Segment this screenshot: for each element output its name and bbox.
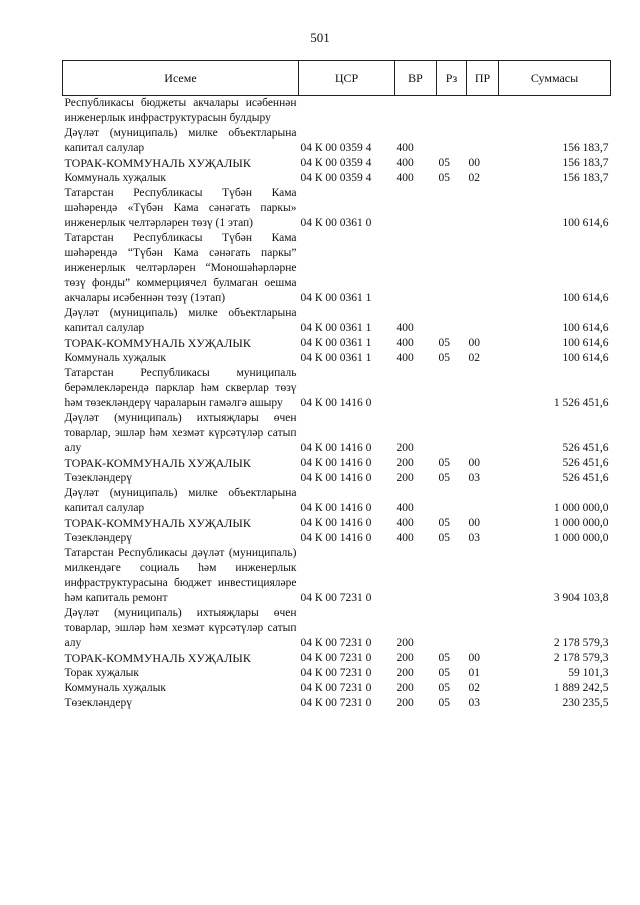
cell-csr: 04 К 00 1416 0: [300, 502, 372, 514]
cell-csr: 04 К 00 7231 0: [300, 682, 372, 694]
cell-amount: 526 451,6: [562, 457, 609, 469]
cell-pr: 03: [468, 697, 480, 709]
cell-amount: 2 178 579,3: [553, 652, 609, 664]
table-row: [63, 531, 611, 546]
cell-vr: 200: [396, 457, 414, 469]
cell-vr: [395, 96, 437, 127]
cell-rz: 05: [438, 697, 450, 709]
cell-csr: 04 К 00 0361 1: [300, 322, 372, 334]
cell-csr: 04 К 00 7231 0: [300, 637, 372, 649]
table-row: [63, 486, 611, 516]
cell-vr: 400: [396, 172, 414, 184]
column-header-rz: Рз: [437, 61, 467, 96]
cell-vr: 400: [396, 322, 414, 334]
cell-csr: 04 К 00 7231 0: [300, 667, 372, 679]
cell-name: Татарстан Республикасы муниципаль берәмлекләрендә парклар һәм скверлар төзү һәм төзекләндерү чараларын гамәлгә ашыру: [64, 367, 297, 409]
cell-pr: [467, 486, 499, 516]
cell-csr: 04 К 00 0359 4: [300, 142, 372, 154]
table-row: [63, 351, 611, 366]
cell-rz: [437, 96, 467, 127]
cell-pr: 03: [468, 532, 480, 544]
table-row: [63, 156, 611, 171]
cell-vr: 400: [396, 532, 414, 544]
cell-vr: 400: [396, 502, 414, 514]
cell-name: Дәүләт (муниципаль) милке объектларына капитал салулар: [64, 307, 297, 334]
cell-csr: 04 К 00 0359 4: [300, 157, 372, 169]
cell-name: Дәүләт (муниципаль) милке объектларына капитал салулар: [64, 487, 297, 514]
table-row: [63, 231, 611, 306]
cell-amount: 156 183,7: [562, 172, 609, 184]
cell-pr: [467, 126, 499, 156]
cell-amount: 100 614,6: [562, 352, 609, 364]
cell-vr: 400: [396, 142, 414, 154]
cell-amount: 100 614,6: [562, 322, 609, 334]
cell-amount: 100 614,6: [562, 337, 609, 349]
cell-name: Торак хуҗалык: [64, 667, 139, 679]
table-row: [63, 96, 611, 127]
cell-amount: 1 000 000,0: [553, 502, 609, 514]
cell-rz: [437, 231, 467, 306]
cell-amount: 1 889 242,5: [553, 682, 609, 694]
cell-csr: 04 К 00 7231 0: [300, 697, 372, 709]
cell-amount: 526 451,6: [562, 442, 609, 454]
cell-name: ТОРАК-КОММУНАЛЬ ХУҖАЛЫК: [64, 516, 251, 530]
page-number: 501: [310, 30, 330, 45]
cell-name: Дәүләт (муниципаль) ихтыяҗлары өчен товарлар, эшләр һәм хезмәт күрсәтүләр сатып алу: [64, 412, 297, 454]
table-row: [63, 171, 611, 186]
cell-name: ТОРАК-КОММУНАЛЬ ХУҖАЛЫК: [64, 336, 251, 350]
cell-name: Республикасы бюджеты акчалары исәбеннән инженерлык инфраструктурасын булдыру: [64, 97, 297, 124]
cell-amount: 59 101,3: [568, 667, 609, 679]
cell-vr: 200: [396, 442, 414, 454]
table-row: [63, 516, 611, 531]
cell-rz: 05: [438, 172, 450, 184]
cell-amount: 2 178 579,3: [553, 637, 609, 649]
cell-amount: 100 614,6: [562, 292, 609, 304]
cell-csr: 04 К 00 0361 0: [300, 217, 372, 229]
cell-amount: 1 000 000,0: [553, 532, 609, 544]
cell-csr: 04 К 00 1416 0: [300, 397, 372, 409]
cell-name: ТОРАК-КОММУНАЛЬ ХУҖАЛЫК: [64, 651, 251, 665]
cell-vr: 400: [396, 157, 414, 169]
cell-vr: 200: [396, 637, 414, 649]
cell-csr: 04 К 00 1416 0: [300, 442, 372, 454]
cell-rz: 05: [438, 472, 450, 484]
cell-vr: 400: [396, 337, 414, 349]
cell-pr: [467, 606, 499, 651]
table-row: [63, 366, 611, 411]
table-row: [63, 651, 611, 666]
cell-rz: 05: [438, 667, 450, 679]
table-row: [63, 606, 611, 651]
cell-rz: 05: [438, 352, 450, 364]
cell-name: Дәүләт (муниципаль) милке объектларына капитал салулар: [64, 127, 297, 154]
cell-pr: 02: [468, 172, 480, 184]
cell-amount: 156 183,7: [562, 157, 609, 169]
cell-pr: 01: [468, 667, 480, 679]
cell-vr: 200: [396, 697, 414, 709]
table-row: [63, 666, 611, 681]
cell-csr: 04 К 00 0361 1: [300, 352, 372, 364]
cell-pr: [467, 546, 499, 606]
table-row: [63, 696, 611, 711]
cell-pr: 00: [468, 652, 480, 664]
cell-vr: 400: [396, 517, 414, 529]
cell-vr: 200: [396, 667, 414, 679]
cell-name: ТОРАК-КОММУНАЛЬ ХУҖАЛЫК: [64, 156, 251, 170]
cell-amount: 100 614,6: [562, 217, 609, 229]
table-header-row: [63, 61, 611, 96]
cell-pr: 02: [468, 682, 480, 694]
cell-amount: 230 235,5: [562, 697, 609, 709]
table-body: [63, 96, 611, 712]
cell-vr: [395, 546, 437, 606]
cell-name: Коммуналь хуҗалык: [64, 172, 166, 184]
cell-name: Татарстан Республикасы дәүләт (муниципаль) милкендәге социаль һәм инженерлык инфраструктурасына бюджет инвестицияләре һәм капиталь ремонт: [64, 547, 297, 604]
cell-pr: [467, 186, 499, 231]
cell-csr: 04 К 00 1416 0: [300, 517, 372, 529]
cell-rz: [437, 306, 467, 336]
cell-amount: 526 451,6: [562, 472, 609, 484]
cell-rz: [437, 546, 467, 606]
cell-pr: [467, 96, 499, 127]
cell-vr: [395, 186, 437, 231]
cell-pr: 00: [468, 337, 480, 349]
cell-rz: 05: [438, 517, 450, 529]
cell-amount: [499, 96, 611, 127]
column-header-vr: ВР: [395, 61, 437, 96]
cell-name: Төзекләндерү: [64, 472, 132, 484]
cell-rz: [437, 126, 467, 156]
cell-csr: 04 К 00 0361 1: [300, 337, 372, 349]
cell-amount: 1 526 451,6: [553, 397, 609, 409]
cell-pr: [467, 411, 499, 456]
table-row: [63, 336, 611, 351]
cell-amount: 156 183,7: [562, 142, 609, 154]
column-header-amount: Суммасы: [499, 61, 611, 96]
cell-vr: 200: [396, 472, 414, 484]
cell-name: Дәүләт (муниципаль) ихтыяҗлары өчен товарлар, эшләр һәм хезмәт күрсәтүләр сатып алу: [64, 607, 297, 649]
cell-pr: 02: [468, 352, 480, 364]
column-header-csr: ЦСР: [299, 61, 395, 96]
cell-pr: [467, 306, 499, 336]
cell-pr: [467, 366, 499, 411]
table-row: [63, 681, 611, 696]
cell-vr: [395, 366, 437, 411]
cell-csr: 04 К 00 7231 0: [300, 652, 372, 664]
cell-rz: 05: [438, 652, 450, 664]
table-row: [63, 411, 611, 456]
cell-amount: 1 000 000,0: [553, 517, 609, 529]
cell-rz: 05: [438, 457, 450, 469]
table-row: [63, 126, 611, 156]
cell-rz: 05: [438, 682, 450, 694]
cell-rz: [437, 606, 467, 651]
budget-table: [62, 60, 611, 711]
cell-vr: 200: [396, 652, 414, 664]
cell-csr: 04 К 00 1416 0: [300, 472, 372, 484]
cell-name: Төзекләндерү: [64, 697, 132, 709]
cell-pr: 00: [468, 517, 480, 529]
cell-name: ТОРАК-КОММУНАЛЬ ХУҖАЛЫК: [64, 456, 251, 470]
cell-rz: [437, 186, 467, 231]
cell-amount: 3 904 103,8: [553, 592, 609, 604]
cell-csr: [299, 96, 395, 127]
cell-vr: [395, 231, 437, 306]
cell-rz: [437, 486, 467, 516]
cell-pr: [467, 231, 499, 306]
cell-name: Татарстан Республикасы Түбән Кама шәһәрендә “Түбән Кама сәнәгать паркы” инженерлык челтәрләрен “Моношәһәрләрне төзү фонды” коммерциячел булмаган оешма акчалары исәбеннән төзү (1этап): [64, 232, 297, 304]
cell-csr: 04 К 00 1416 0: [300, 532, 372, 544]
cell-rz: [437, 411, 467, 456]
cell-csr: 04 К 00 0361 1: [300, 292, 372, 304]
cell-vr: 400: [396, 352, 414, 364]
cell-csr: 04 К 00 0359 4: [300, 172, 372, 184]
cell-pr: 00: [468, 457, 480, 469]
table-row: [63, 306, 611, 336]
column-header-name: Исеме: [63, 61, 299, 96]
cell-pr: 00: [468, 157, 480, 169]
cell-rz: 05: [438, 532, 450, 544]
cell-rz: 05: [438, 337, 450, 349]
cell-name: Төзекләндерү: [64, 532, 132, 544]
cell-name: Коммуналь хуҗалык: [64, 682, 166, 694]
cell-name: Татарстан Республикасы Түбән Кама шәһәрендә «Түбән Кама сәнәгать паркы» инженерлык челтәрләрен төзү (1 этап): [64, 187, 297, 229]
cell-rz: 05: [438, 157, 450, 169]
column-header-pr: ПР: [467, 61, 499, 96]
cell-vr: 200: [396, 682, 414, 694]
table-row: [63, 186, 611, 231]
cell-name: Коммуналь хуҗалык: [64, 352, 166, 364]
table-row: [63, 546, 611, 606]
cell-csr: 04 К 00 7231 0: [300, 592, 372, 604]
table-row: [63, 471, 611, 486]
cell-rz: [437, 366, 467, 411]
table-row: [63, 456, 611, 471]
cell-pr: 03: [468, 472, 480, 484]
cell-csr: 04 К 00 1416 0: [300, 457, 372, 469]
